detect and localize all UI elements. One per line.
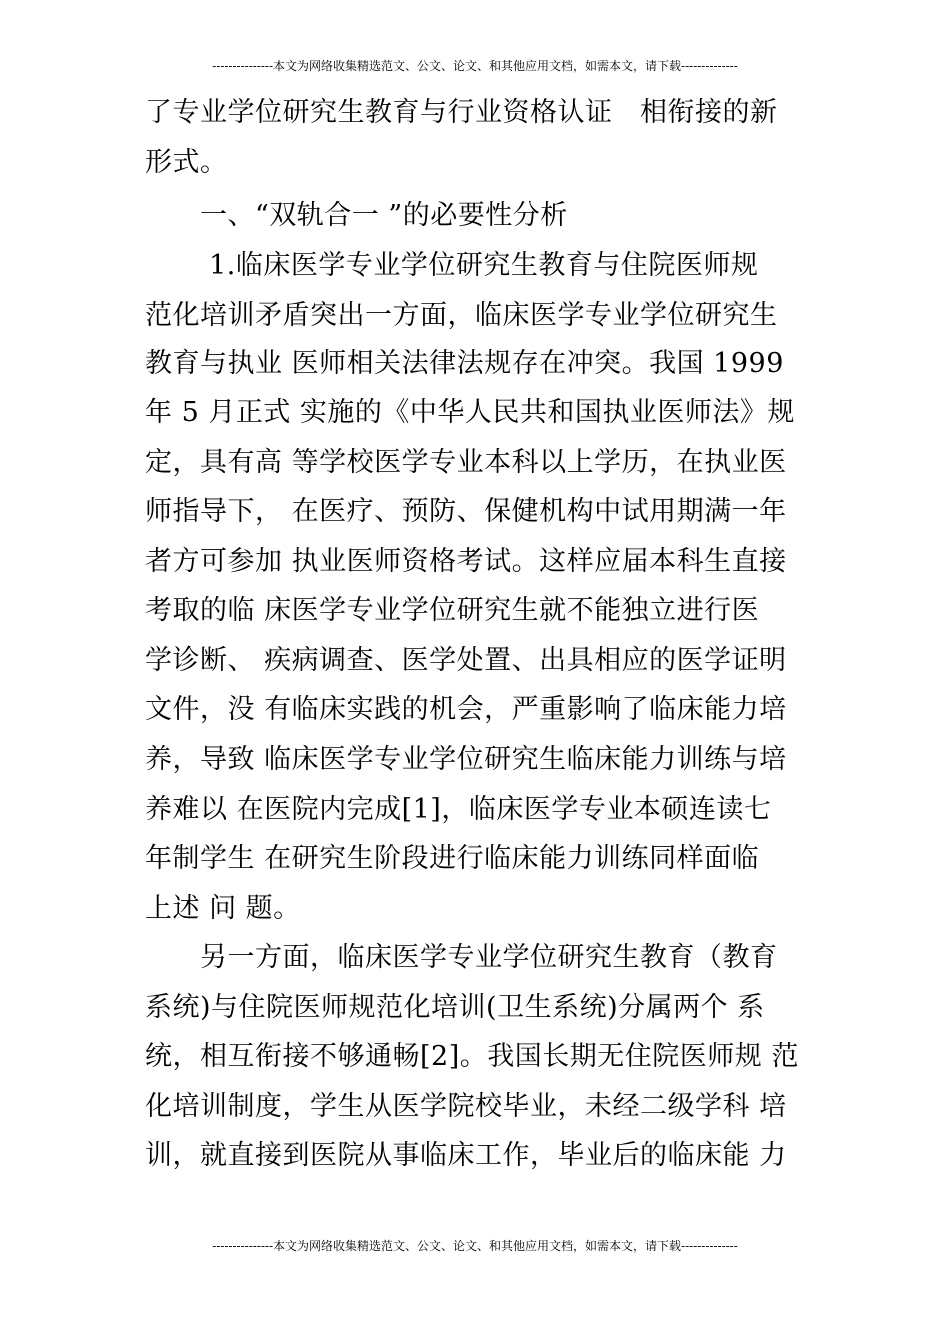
text-line: 年制学生 在研究生阶段进行临床能力训练同样面临	[145, 843, 760, 874]
text-line: 另一方面，临床医学专业学位研究生教育（教育	[145, 942, 778, 973]
text-line: 上述 问 题。	[145, 893, 301, 924]
text-line: 考取的临 床医学专业学位研究生就不能独立进行医	[145, 595, 760, 626]
section-heading: 一、“双轨合一 ”的必要性分析	[145, 200, 568, 231]
text-line: 养，导致 临床医学专业学位研究生临床能力训练与培	[145, 744, 787, 775]
text-line: 教育与执业 医师相关法律法规存在冲突。我国 1999	[145, 348, 784, 379]
text-line: 统，相互衔接不够通畅[2]。我国长期无住院医师规 范	[145, 1041, 799, 1072]
subsection-heading: 1.临床医学专业学位研究生教育与住院医师规	[145, 250, 759, 281]
text-line: 训，就直接到医院从事临床工作，毕业后的临床能 力	[145, 1140, 787, 1171]
text-line: 师指导下， 在医疗、预防、保健机构中试用期满一年	[145, 496, 787, 527]
text-line: 范化培训矛盾突出一方面，临床医学专业学位研究生	[145, 300, 778, 331]
text-line: 定，具有高 等学校医学专业本科以上学历，在执业医	[145, 447, 787, 478]
header-banner: ---------------本文为网络收集精选范文、公文、论文、和其他应用文档，如需本文，请下载--------------	[212, 59, 738, 73]
text-line: 系统)与住院医师规范化培训(卫生系统)分属两个 系	[145, 992, 765, 1023]
text-line: 文件，没 有临床实践的机会，严重影响了临床能力培	[145, 694, 787, 725]
text-line: 化培训制度，学生从医学院校毕业，未经二级学科 培	[145, 1091, 787, 1122]
text-line: 形式。	[145, 147, 228, 178]
text-line: 年 5 月正式 实施的《中华人民共和国执业医师法》规	[145, 397, 795, 428]
text-line: 者方可参加 执业医师资格考试。这样应届本科生直接	[145, 546, 787, 577]
footer-banner: ---------------本文为网络收集精选范文、公文、论文、和其他应用文档，如需本文，请下载--------------	[212, 1239, 738, 1253]
text-line: 学诊断、 疾病调查、医学处置、出具相应的医学证明	[145, 645, 787, 676]
text-line: 了专业学位研究生教育与行业资格认证 相衔接的新	[145, 97, 778, 128]
text-line: 养难以 在医院内完成[1]，临床医学专业本硕连读七	[145, 794, 772, 825]
